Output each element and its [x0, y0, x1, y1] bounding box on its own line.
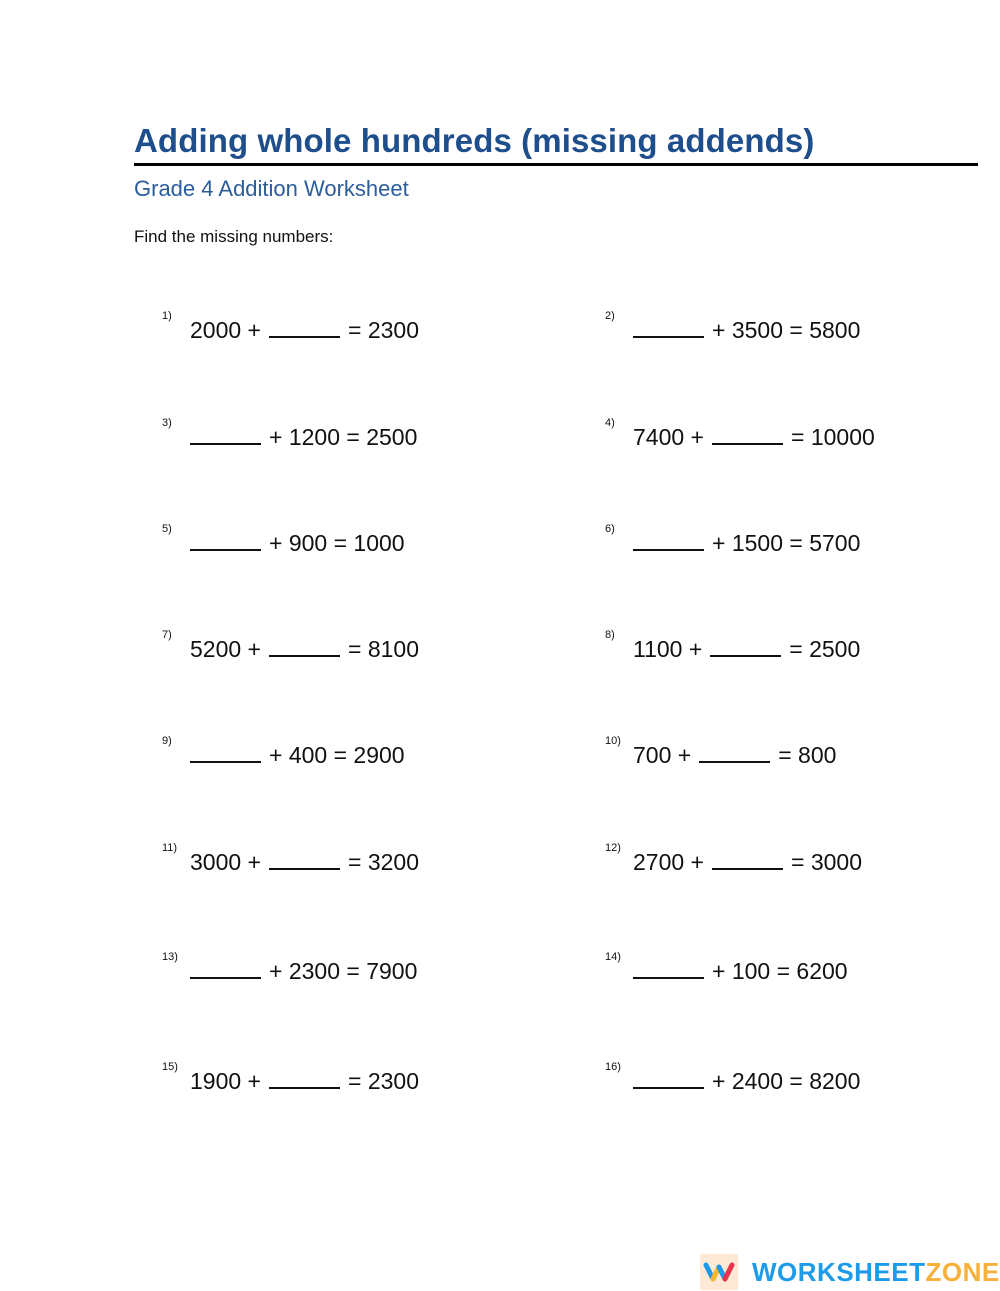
- problem-right: + 2400 = 8200: [712, 1068, 861, 1094]
- problem-left: 1900 +: [190, 1068, 261, 1094]
- problem-left: 1100 +: [633, 636, 703, 662]
- problem-number: 14): [605, 951, 621, 963]
- problem-left: 5200 +: [190, 636, 261, 662]
- answer-blank[interactable]: [269, 1065, 340, 1089]
- problem-number: 7): [162, 629, 172, 641]
- logo-text: [752, 1257, 1000, 1288]
- problem-number: 10): [605, 735, 621, 747]
- answer-blank[interactable]: [190, 739, 261, 763]
- problem-right: + 100 = 6200: [712, 958, 848, 984]
- problem-right: = 2500: [789, 636, 861, 662]
- problem-number: 9): [162, 735, 172, 747]
- problem-number: 1): [162, 310, 172, 322]
- problem-right: = 2300: [348, 1068, 419, 1094]
- problem-number: 3): [162, 417, 172, 429]
- answer-blank[interactable]: [712, 421, 783, 445]
- w-logo-icon: [700, 1254, 738, 1290]
- problem-right: + 1500 = 5700: [712, 530, 861, 556]
- problem-left: 7400 +: [633, 424, 704, 450]
- problem-number: 4): [605, 417, 615, 429]
- answer-blank[interactable]: [190, 955, 261, 979]
- problem-right: + 2300 = 7900: [269, 958, 418, 984]
- problem-left: 700 +: [633, 742, 692, 768]
- problem-number: 16): [605, 1061, 621, 1073]
- problem-left: 2000 +: [190, 317, 261, 343]
- title-underline: [134, 163, 978, 166]
- problem-right: + 3500 = 5800: [712, 317, 861, 343]
- answer-blank[interactable]: [699, 739, 770, 763]
- logo-text-worksheet: WORKSHEET: [752, 1256, 926, 1287]
- answer-blank[interactable]: [269, 846, 340, 870]
- problem-number: 13): [162, 951, 178, 963]
- answer-blank[interactable]: [269, 314, 340, 338]
- problem-right: = 8100: [348, 636, 419, 662]
- answer-blank[interactable]: [712, 846, 783, 870]
- answer-blank[interactable]: [633, 314, 704, 338]
- problem-right: + 900 = 1000: [269, 530, 405, 556]
- problem-left: 3000 +: [190, 849, 261, 875]
- instructions: Find the missing numbers:: [134, 227, 334, 246]
- problem-right: + 1200 = 2500: [269, 424, 418, 450]
- problem-number: 8): [605, 629, 615, 641]
- problem-right: = 3200: [348, 849, 419, 875]
- problem-right: = 10000: [791, 424, 875, 450]
- answer-blank[interactable]: [190, 421, 261, 445]
- problem-number: 6): [605, 523, 615, 535]
- problem-right: + 400 = 2900: [269, 742, 405, 768]
- problem-number: 11): [162, 842, 178, 854]
- problem-left: 2700 +: [633, 849, 704, 875]
- problem-number: 2): [605, 310, 615, 322]
- answer-blank[interactable]: [269, 633, 340, 657]
- answer-blank[interactable]: [633, 1065, 704, 1089]
- answer-blank[interactable]: [633, 527, 704, 551]
- problem-number: 12): [605, 842, 621, 854]
- problem-number: 5): [162, 523, 172, 535]
- problem-right: = 3000: [791, 849, 862, 875]
- problem-right: = 2300: [348, 317, 419, 343]
- worksheetzone-logo[interactable]: [700, 1254, 1000, 1290]
- answer-blank[interactable]: [633, 955, 704, 979]
- logo-text-zone: ZONE: [925, 1256, 1000, 1287]
- answer-blank[interactable]: [710, 633, 781, 657]
- worksheet-title: Adding whole hundreds (missing addends): [134, 122, 815, 159]
- problem-right: = 800: [778, 742, 837, 768]
- worksheet-subtitle: Grade 4 Addition Worksheet: [134, 176, 409, 201]
- problem-number: 15): [162, 1061, 178, 1073]
- answer-blank[interactable]: [190, 527, 261, 551]
